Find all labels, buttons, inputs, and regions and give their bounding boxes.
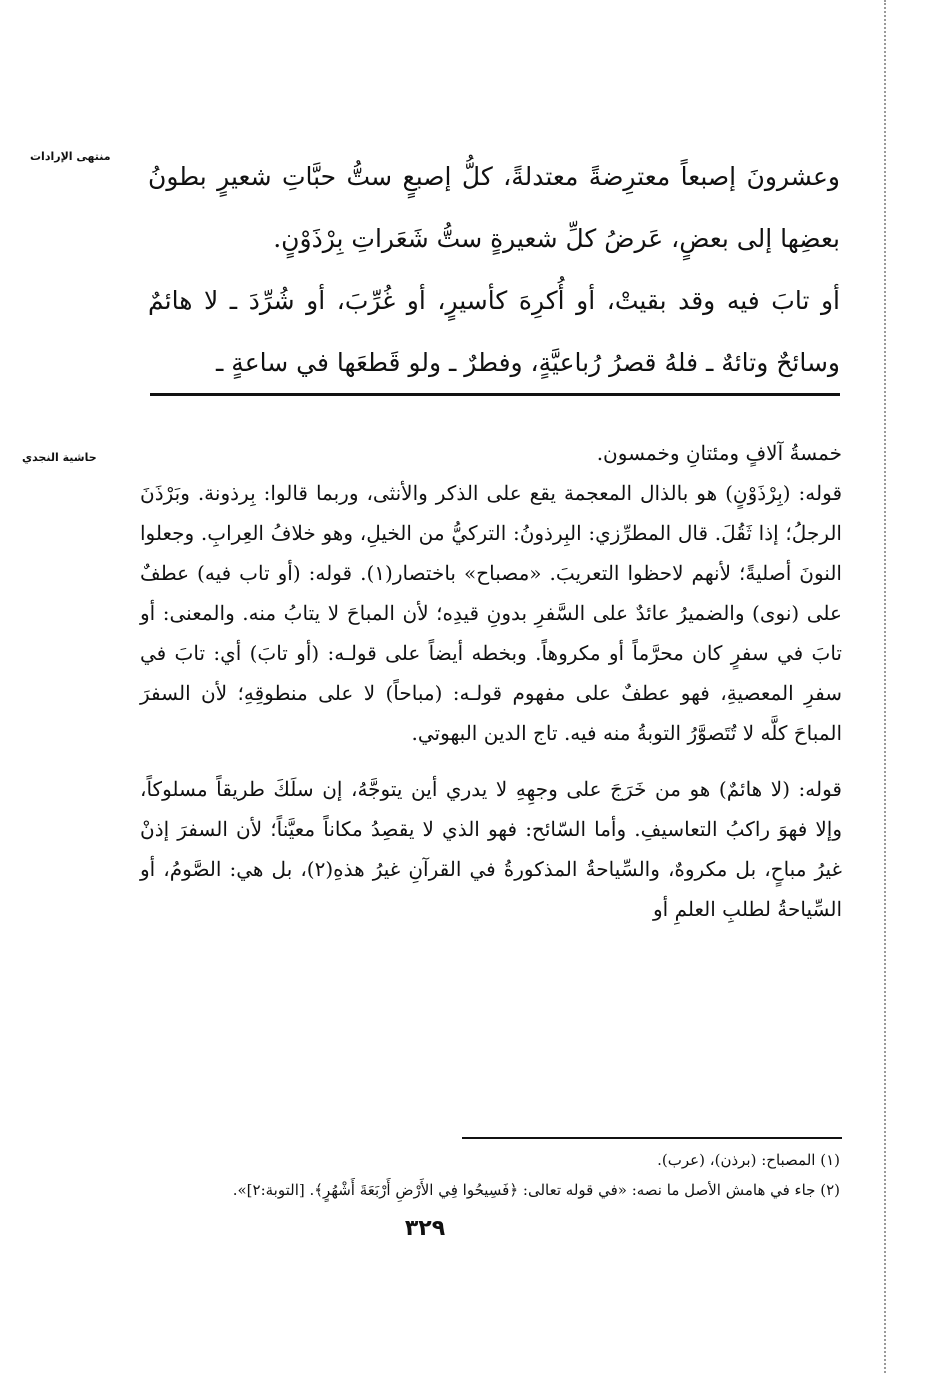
footnote-item: (١) المصباح: (برذن)، (عرب). bbox=[657, 1151, 840, 1169]
section-divider bbox=[150, 393, 840, 396]
page-spine-edge bbox=[884, 0, 886, 1373]
main-text bbox=[148, 146, 840, 394]
commentary-paragraph: قوله: (بِرْذَوْنٍ) هو بالذال المعجمة يقع على الذكر والأنثى، وربما قالوا: بِرذونة. وبَرْذَنَ الرجلُ؛ إذا ثَقُلَ. قال المطرِّزي: البِرذونُ: التركيُّ من الخيلِ، وهو خلافُ العِرابِ. وجعلوا النونَ أصليةً؛ لأنهم لاحظوا التعريبَ. «مصباح» باختصار(١). قوله: (أو تاب فيه) عطفٌ على (نوى) والضميرُ عائدٌ على السَّفرِ بدونِ قيدِه؛ لأن المباحَ لا يتابُ منه. والمعنى: أو تابَ في سفرٍ كان محرَّماً أو مكروهاً. وبخطه أيضاً على قولـه: (أو تابَ) أي: تابَ في سفرِ المعصيةِ، فهو عطفٌ على مفهوم قولـه: (مباحاً) لا على منطوقِهِ؛ لأن السفرَ المباحَ كلَّه لا تُتَصوَّرُ التوبةُ منه فيه. تاج الدين البهوتي. bbox=[140, 481, 842, 745]
footnotes bbox=[140, 1145, 840, 1205]
main-text-paragraph: وعشرونَ إصبعاً معترِضةً معتدلةً، كلُّ إصبعٍ ستُّ حبَّاتِ شعيرٍ بطونُ بعضِها إلى بعضٍ، عَرضُ كلِّ شعيرةٍ ستُّ شَعَراتِ بِرْذَوْنٍ. bbox=[148, 162, 840, 253]
margin-label-commentary: حاشية النجدي bbox=[22, 451, 97, 464]
footnote-item: (٢) جاء في هامش الأصل ما نصه: «في قوله تعالى: ﴿فَسِيحُوا فِي الأَرْضِ أَرْبَعَةَ أَشْهُرٍ﴾. [التوبة:٢]». bbox=[232, 1181, 840, 1199]
commentary-text bbox=[140, 433, 842, 929]
main-text-paragraph: أو تابَ فيه وقد بقيتْ، أو أُكرِهَ كأسيرٍ، أو غُرِّبَ، أو شُرِّدَ ـ لا هائمٌ وسائحٌ وتائهٌ ـ فلهُ قصرُ رُباعيَّةٍ، وفطرٌ ـ ولو قَطعَها في ساعةٍ ـ bbox=[148, 286, 840, 377]
commentary-paragraph: خمسةُ آلافٍ ومئتانِ وخمسون. bbox=[596, 441, 842, 465]
commentary-paragraph: قوله: (لا هائمٌ) هو من خَرَجَ على وجهِهِ لا يدري أين يتوجَّهُ، إن سلَكَ طريقاً مسلوكاً، وإلا فهوَ راكبُ التعاسيفِ. وأما السّائح: فهو الذي لا يقصِدُ مكاناً معيَّناً؛ لأن السفرَ إذنْ غيرُ مباحٍ، بل مكروهٌ، والسِّياحةُ المذكورةُ في القرآنِ غيرُ هذهِ(٢)، بل هي: الصَّومُ، أو السِّياحةُ لطلبِ العلمِ أو bbox=[140, 777, 843, 921]
margin-label-main-text: منتهى الإرادات bbox=[30, 150, 111, 163]
page-number: ٣٢٩ bbox=[404, 1216, 446, 1241]
footnote-divider bbox=[462, 1137, 842, 1139]
